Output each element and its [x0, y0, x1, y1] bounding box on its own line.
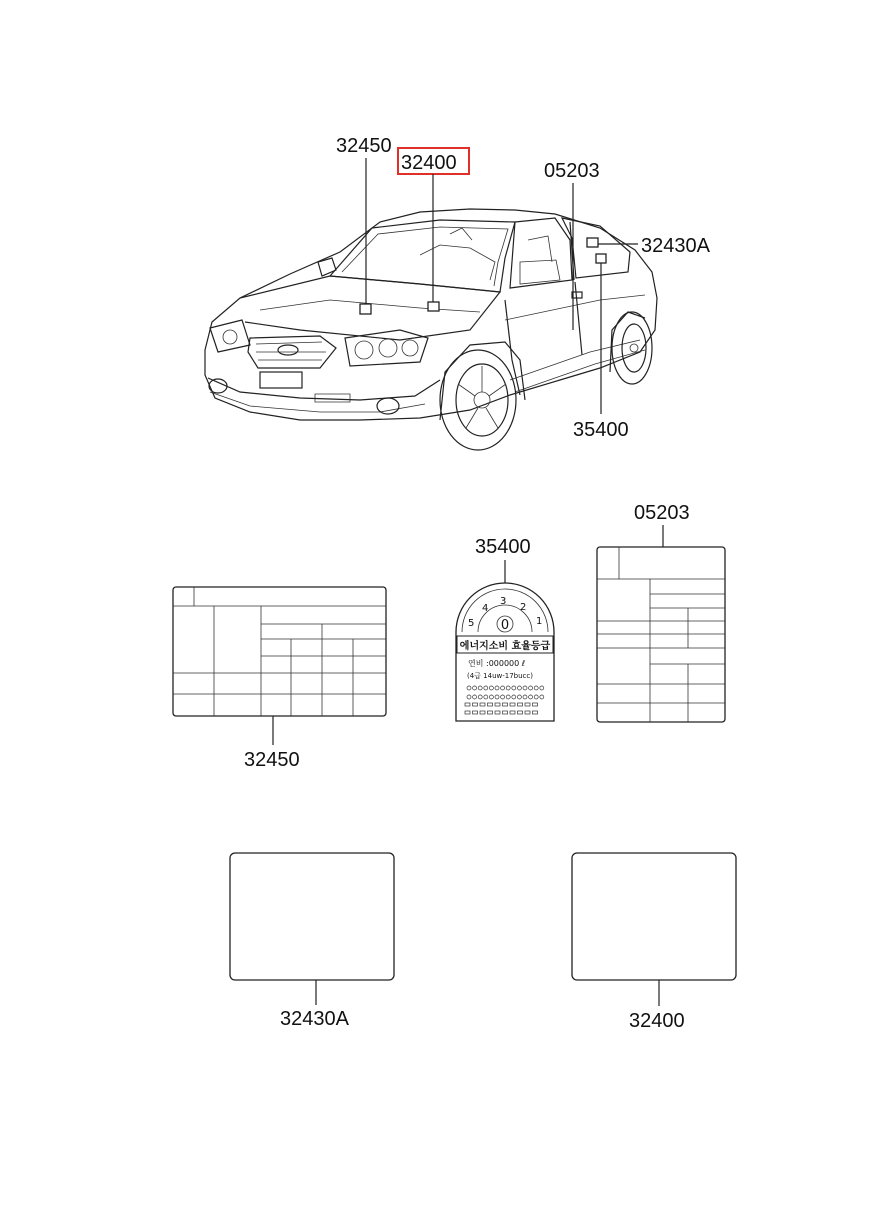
- callout-label-05203: 05203: [544, 160, 600, 182]
- marker-pillar-square: [587, 238, 598, 247]
- callout-label-32430A: 32430A: [641, 235, 710, 257]
- efficiency-line: 연비 :000000 ℓ: [468, 659, 526, 668]
- part-32450-label[interactable]: [173, 587, 386, 771]
- grade-2: 2: [520, 602, 527, 613]
- callout-label-32450: 32450: [336, 135, 392, 157]
- part-35400-label[interactable]: [456, 536, 554, 721]
- marker-hood-right-square: [428, 302, 439, 311]
- part-number-32400: 32400: [629, 1010, 685, 1032]
- callout-label-32400: 32400: [401, 152, 457, 174]
- part-number-32450: 32450: [244, 749, 300, 771]
- fuel-sticker-header: 에너지소비 효율등급: [459, 641, 551, 652]
- grade-5: 5: [468, 618, 475, 629]
- label-05203-outline: [597, 547, 725, 722]
- part-number-35400: 35400: [475, 536, 531, 558]
- grade-1: 1: [536, 616, 543, 627]
- marker-hood-square: [360, 304, 371, 314]
- part-number-05203: 05203: [634, 502, 690, 524]
- callout-label-35400: 35400: [573, 419, 629, 441]
- label-32430A-outline: [230, 853, 394, 980]
- part-32400-label[interactable]: [572, 853, 736, 1032]
- dial-value: 0: [500, 618, 510, 633]
- part-32430A-label[interactable]: [230, 853, 394, 1030]
- callout-32450[interactable]: [336, 135, 392, 314]
- label-32400-outline: [572, 853, 736, 980]
- grade-3: 3: [500, 596, 507, 607]
- marker-window-square: [596, 254, 606, 263]
- part-number-32430A: 32430A: [280, 1008, 349, 1030]
- part-05203-label[interactable]: [597, 502, 725, 722]
- class-line: (4급 14uw-17bucc): [467, 672, 533, 680]
- grade-4: 4: [482, 603, 489, 614]
